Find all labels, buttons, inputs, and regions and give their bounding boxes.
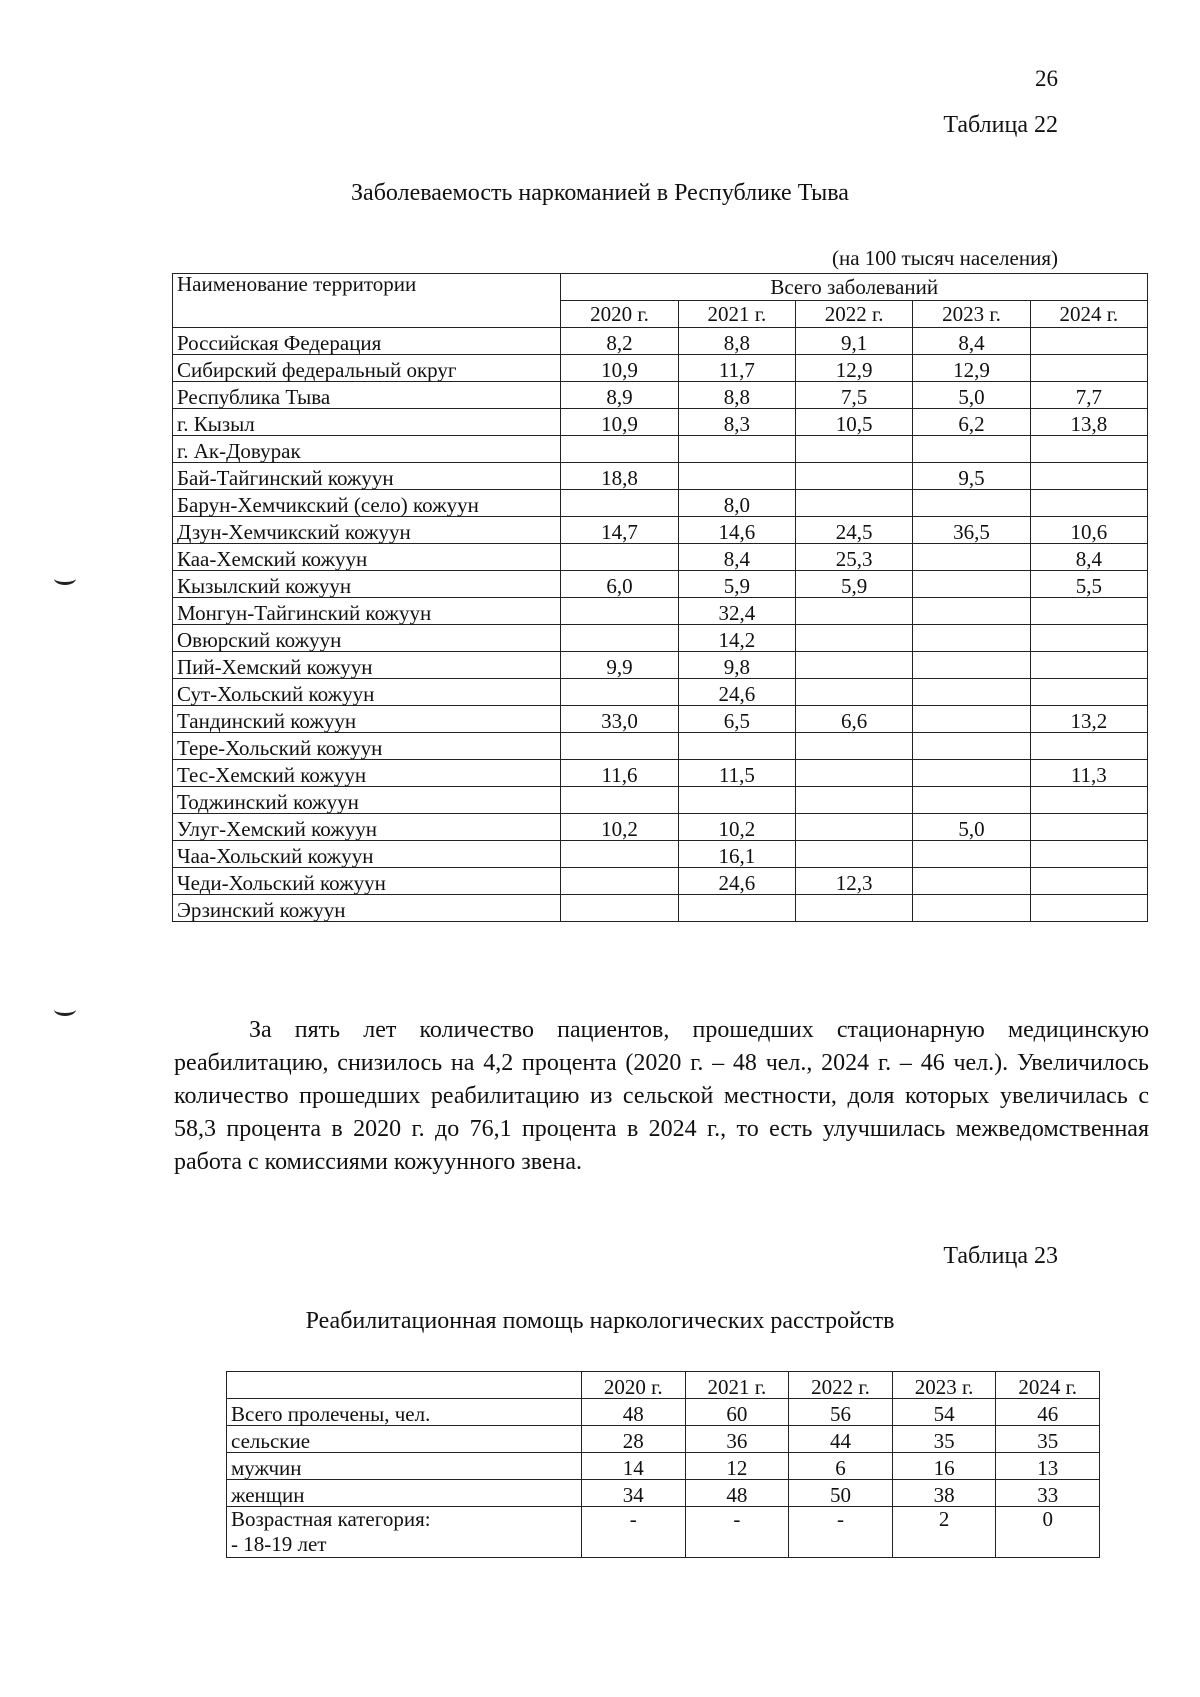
value-cell: 8,2 [561,328,678,355]
value-cell [561,544,678,571]
table-row [173,841,1148,868]
territory-name: Чаа-Хольский кожуун [173,841,561,868]
age-category-label [227,1507,582,1558]
territory-name: Сибирский федеральный округ [173,355,561,382]
value-cell: 25,3 [796,544,913,571]
row-label: сельские [227,1426,582,1453]
territory-name: Монгун-Тайгинский кожуун [173,598,561,625]
value-cell [561,841,678,868]
value-cell: 11,6 [561,760,678,787]
value-cell: - [789,1507,893,1558]
value-cell: 8,8 [678,328,795,355]
territory-name: Каа-Хемский кожуун [173,544,561,571]
value-cell [561,598,678,625]
value-cell: 9,1 [796,328,913,355]
table-row [227,1426,1100,1453]
value-cell [913,571,1030,598]
value-cell [796,490,913,517]
value-cell [1030,895,1147,922]
value-cell [913,787,1030,814]
value-cell: 35 [996,1426,1100,1453]
value-cell [678,733,795,760]
value-cell [1030,328,1147,355]
value-cell: 14 [581,1453,685,1480]
value-cell: 9,5 [913,463,1030,490]
value-cell: 36,5 [913,517,1030,544]
year-header: 2024 г. [996,1372,1100,1399]
table-row [227,1399,1100,1426]
value-cell: 14,2 [678,625,795,652]
value-cell: 12 [685,1453,789,1480]
value-cell [796,841,913,868]
value-cell: 6,0 [561,571,678,598]
territory-name: Сут-Хольский кожуун [173,679,561,706]
territory-name: Чеди-Хольский кожуун [173,868,561,895]
value-cell: 6 [789,1453,893,1480]
value-cell [796,598,913,625]
value-cell: 10,2 [678,814,795,841]
column-header-territory: Наименование территории [173,274,561,328]
body-paragraph: За пять лет количество пациентов, прошедших стационарную медицинскую реабилитацию, снизилось на 4,2 процента (2020 г. – 48 чел., 2024 г. – 46 чел.). Увеличилось количество прошедших реабилитацию из сельской местности, доля которых увеличилась с 58,3 процента в 2020 г. до 76,1 процента в 2024 г., то есть улучшилась межведомственная работа с комиссиями кожуунного звена. [174,1017,1149,1175]
value-cell: - [685,1507,789,1558]
year-header: 2020 г. [581,1372,685,1399]
table-row [173,571,1148,598]
territory-name: Тоджинский кожуун [173,787,561,814]
table-row [173,490,1148,517]
value-cell [1030,625,1147,652]
territory-name: Бай-Тайгинский кожуун [173,463,561,490]
value-cell: 8,4 [678,544,795,571]
value-cell [1030,490,1147,517]
table-23-label: Таблица 23 [943,1243,1058,1269]
value-cell [796,733,913,760]
value-cell: 35 [892,1426,996,1453]
value-cell: 24,6 [678,868,795,895]
table-row [173,868,1148,895]
value-cell: 56 [789,1399,893,1426]
value-cell: 7,7 [1030,382,1147,409]
value-cell: 8,3 [678,409,795,436]
row-label: Всего пролечены, чел. [227,1399,582,1426]
value-cell: 7,5 [796,382,913,409]
value-cell: 11,7 [678,355,795,382]
value-cell: 16 [892,1453,996,1480]
value-cell: 48 [685,1480,789,1507]
territory-name: г. Ак-Довурак [173,436,561,463]
value-cell: 8,0 [678,490,795,517]
year-header: 2021 г. [678,301,795,328]
year-header: 2021 г. [685,1372,789,1399]
value-cell [561,868,678,895]
territory-name: Овюрский кожуун [173,625,561,652]
value-cell [796,787,913,814]
table-row [173,760,1148,787]
value-cell [913,436,1030,463]
value-cell [1030,463,1147,490]
scan-mark [54,1003,76,1016]
value-cell [561,895,678,922]
value-cell [561,679,678,706]
value-cell [1030,598,1147,625]
value-cell [796,679,913,706]
value-cell: 6,6 [796,706,913,733]
value-cell [913,841,1030,868]
year-header: 2020 г. [561,301,678,328]
table-22 [172,273,1148,922]
territory-name: г. Кызыл [173,409,561,436]
value-cell [796,895,913,922]
value-cell [1030,814,1147,841]
value-cell: 50 [789,1480,893,1507]
value-cell [678,787,795,814]
value-cell: 9,8 [678,652,795,679]
value-cell: 8,9 [561,382,678,409]
territory-name: Российская Федерация [173,328,561,355]
value-cell: 10,9 [561,355,678,382]
territory-name: Барун-Хемчикский (село) кожуун [173,490,561,517]
territory-name: Кызылский кожуун [173,571,561,598]
value-cell: 14,7 [561,517,678,544]
value-cell: 32,4 [678,598,795,625]
value-cell: 10,2 [561,814,678,841]
value-cell [796,814,913,841]
table-row [173,382,1148,409]
value-cell [561,490,678,517]
value-cell [1030,436,1147,463]
table-row [227,1453,1100,1480]
table-row [227,1480,1100,1507]
territory-name: Тандинский кожуун [173,706,561,733]
value-cell: 33,0 [561,706,678,733]
value-cell [1030,868,1147,895]
table-row [173,787,1148,814]
table-22-units: (на 100 тысяч населения) [831,246,1058,270]
table-row [173,706,1148,733]
value-cell [913,652,1030,679]
table-row [173,814,1148,841]
value-cell [796,463,913,490]
table-22-title: Заболеваемость наркоманией в Республике Тыва [351,180,849,206]
table-row [173,895,1148,922]
value-cell: 5,5 [1030,571,1147,598]
value-cell: 10,6 [1030,517,1147,544]
value-cell [796,436,913,463]
value-cell [561,787,678,814]
value-cell: 13,8 [1030,409,1147,436]
value-cell: 5,0 [913,382,1030,409]
value-cell: 28 [581,1426,685,1453]
value-cell: 11,3 [1030,760,1147,787]
row-label: мужчин [227,1453,582,1480]
value-cell: 8,4 [1030,544,1147,571]
value-cell: 13 [996,1453,1100,1480]
value-cell [913,490,1030,517]
table-row [173,598,1148,625]
table-row [173,409,1148,436]
value-cell: 11,5 [678,760,795,787]
value-cell: 16,1 [678,841,795,868]
value-cell [913,544,1030,571]
value-cell: 12,3 [796,868,913,895]
value-cell [913,706,1030,733]
value-cell: 10,9 [561,409,678,436]
table-row [173,625,1148,652]
value-cell: - [581,1507,685,1558]
value-cell [796,652,913,679]
value-cell [796,760,913,787]
value-cell: 5,0 [913,814,1030,841]
age-category-line: - 18-19 лет [231,1532,327,1556]
value-cell: 5,9 [678,571,795,598]
value-cell [913,760,1030,787]
value-cell: 6,2 [913,409,1030,436]
table-row [173,463,1148,490]
value-cell [796,625,913,652]
value-cell [913,733,1030,760]
value-cell [678,436,795,463]
table-23-title: Реабилитационная помощь наркологических расстройств [305,1308,895,1334]
value-cell: 6,5 [678,706,795,733]
value-cell [913,625,1030,652]
year-header: 2023 г. [913,301,1030,328]
territory-name: Тес-Хемский кожуун [173,760,561,787]
value-cell: 60 [685,1399,789,1426]
territory-name: Пий-Хемский кожуун [173,652,561,679]
value-cell [561,436,678,463]
value-cell [1030,652,1147,679]
table-row [227,1507,1100,1558]
value-cell: 33 [996,1480,1100,1507]
table-row [173,544,1148,571]
table-row [173,328,1148,355]
value-cell: 8,4 [913,328,1030,355]
territory-name: Дзун-Хемчикский кожуун [173,517,561,544]
value-cell: 36 [685,1426,789,1453]
value-cell: 2 [892,1507,996,1558]
value-cell [913,895,1030,922]
value-cell [1030,841,1147,868]
value-cell: 8,8 [678,382,795,409]
value-cell [913,868,1030,895]
value-cell: 0 [996,1507,1100,1558]
value-cell: 24,5 [796,517,913,544]
value-cell [1030,679,1147,706]
table-row [173,652,1148,679]
value-cell [1030,787,1147,814]
value-cell [913,679,1030,706]
value-cell: 54 [892,1399,996,1426]
column-group-header: Всего заболеваний [561,274,1148,301]
territory-name: Республика Тыва [173,382,561,409]
value-cell: 10,5 [796,409,913,436]
empty-header-cell [227,1372,582,1399]
value-cell [561,733,678,760]
value-cell [1030,355,1147,382]
value-cell: 46 [996,1399,1100,1426]
table-22-label: Таблица 22 [943,112,1058,138]
value-cell: 12,9 [796,355,913,382]
scan-mark [54,572,76,585]
value-cell: 24,6 [678,679,795,706]
value-cell: 18,8 [561,463,678,490]
territory-name: Тере-Хольский кожуун [173,733,561,760]
value-cell [913,598,1030,625]
age-category-line: Возрастная категория: [231,1507,431,1531]
value-cell: 34 [581,1480,685,1507]
value-cell: 38 [892,1480,996,1507]
value-cell: 12,9 [913,355,1030,382]
value-cell: 13,2 [1030,706,1147,733]
table-23 [226,1371,1100,1558]
year-header: 2022 г. [796,301,913,328]
value-cell: 48 [581,1399,685,1426]
year-header: 2023 г. [892,1372,996,1399]
value-cell [678,463,795,490]
page-number: 26 [1035,66,1058,91]
territory-name: Эрзинский кожуун [173,895,561,922]
value-cell [561,625,678,652]
table-row [173,733,1148,760]
table-row [173,355,1148,382]
table-row [173,679,1148,706]
year-header: 2024 г. [1030,301,1147,328]
territory-name: Улуг-Хемский кожуун [173,814,561,841]
year-header: 2022 г. [789,1372,893,1399]
value-cell: 44 [789,1426,893,1453]
value-cell [1030,733,1147,760]
value-cell: 9,9 [561,652,678,679]
value-cell [678,895,795,922]
table-row [173,436,1148,463]
row-label: женщин [227,1480,582,1507]
value-cell: 14,6 [678,517,795,544]
table-row [173,517,1148,544]
value-cell: 5,9 [796,571,913,598]
